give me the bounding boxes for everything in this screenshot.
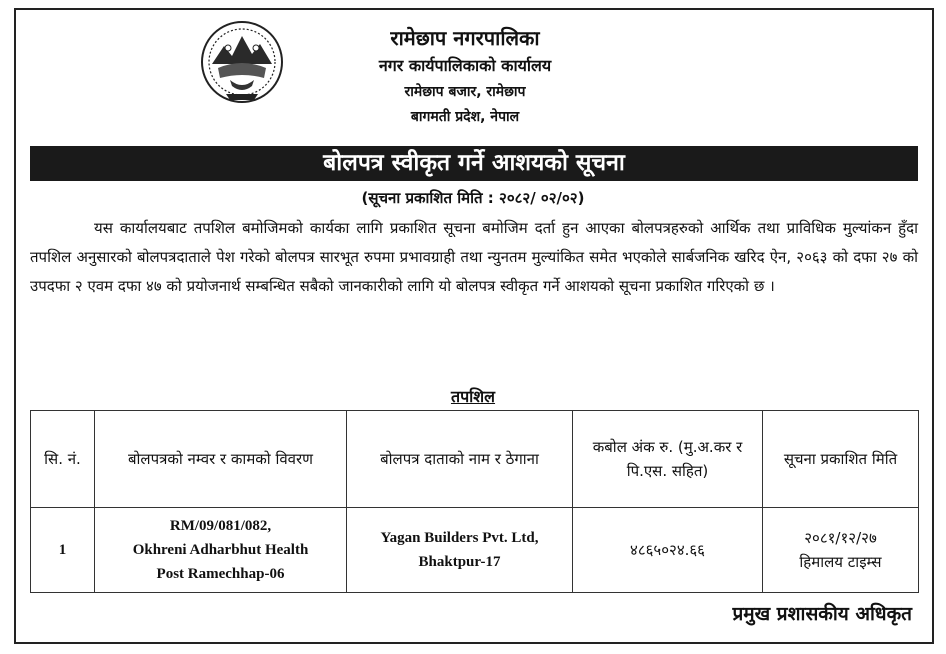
row-published [763, 508, 919, 593]
col-serial-number: सि. नं. [31, 411, 95, 508]
bid-work-name: Okhreni Adharbhut Health [132, 542, 309, 558]
province-country: बागमती प्रदेश, नेपाल [410, 109, 520, 125]
table-row [31, 508, 919, 593]
office-name: नगर कार्यपालिकाको कार्यालय [378, 56, 552, 75]
published-date: २०८१/१२/२७ [804, 529, 877, 547]
notice-published-date: (सूचना प्रकाशित मिति : २०८२/ ०२/०२) [361, 189, 585, 207]
row-serial-number: 1 [31, 508, 95, 593]
bidder-address: Bhaktpur-17 [418, 554, 501, 570]
section-heading: तपशिल [450, 387, 496, 406]
office-header [300, 24, 630, 129]
row-bid-description [95, 508, 347, 593]
row-bid-amount: ४८६५०२४.६६ [573, 508, 763, 593]
table-header-row [31, 411, 919, 508]
col-bid-amount: कबोल अंक रु. (मु.अ.कर र पि.एस. सहित) [573, 411, 763, 508]
newspaper-name: हिमालय टाइम्स [799, 553, 882, 571]
col-published-date: सूचना प्रकाशित मिति [763, 411, 919, 508]
nepal-emblem-icon [198, 18, 286, 106]
col-bidder-name-address: बोलपत्र दाताको नाम र ठेगाना [347, 411, 573, 508]
bid-number: RM/09/081/082, [169, 518, 272, 534]
col-bid-number-description: बोलपत्रको नम्वर र कामको विवरण [95, 411, 347, 508]
municipality-name: रामेछाप नगरपालिका [390, 26, 540, 50]
signatory-title: प्रमुख प्रशासकीय अधिकृत [732, 603, 912, 625]
notice-body: यस कार्यालयबाट तपशिल बमोजिमको कार्यका लागि प्रकाशित सूचना बमोजिम दर्ता हुन आएका बोलपत्रहरुको आर्थिक तथा प्राविधिक मुल्यांकन हुँदा तपशिल अनुसारको बोलपत्रदाताले पेश गरेको बोलपत्र सारभूत रुपमा प्रभावग्राही तथा न्युनतम मुल्यांकित समेत भएकोले सार्बजनिक खरिद ऐन, २०६३ को दफा २७ को उपदफा २ एवम दफा ४७ को प्रयोजनार्थ सम्बन्धित सबैको जानकारीको लागि यो बोलपत्र स्वीकृत गर्ने आशयको सूचना प्रकाशित गरिएको छ । [30, 219, 918, 295]
office-address: रामेछाप बजार, रामेछाप [404, 84, 526, 100]
bid-details-table [30, 410, 919, 593]
notice-title: बोलपत्र स्वीकृत गर्ने आशयको सूचना [30, 146, 918, 181]
bidder-name: Yagan Builders Pvt. Ltd, [380, 530, 539, 546]
bid-work-location: Post Ramechhap-06 [156, 566, 285, 582]
row-bidder [347, 508, 573, 593]
